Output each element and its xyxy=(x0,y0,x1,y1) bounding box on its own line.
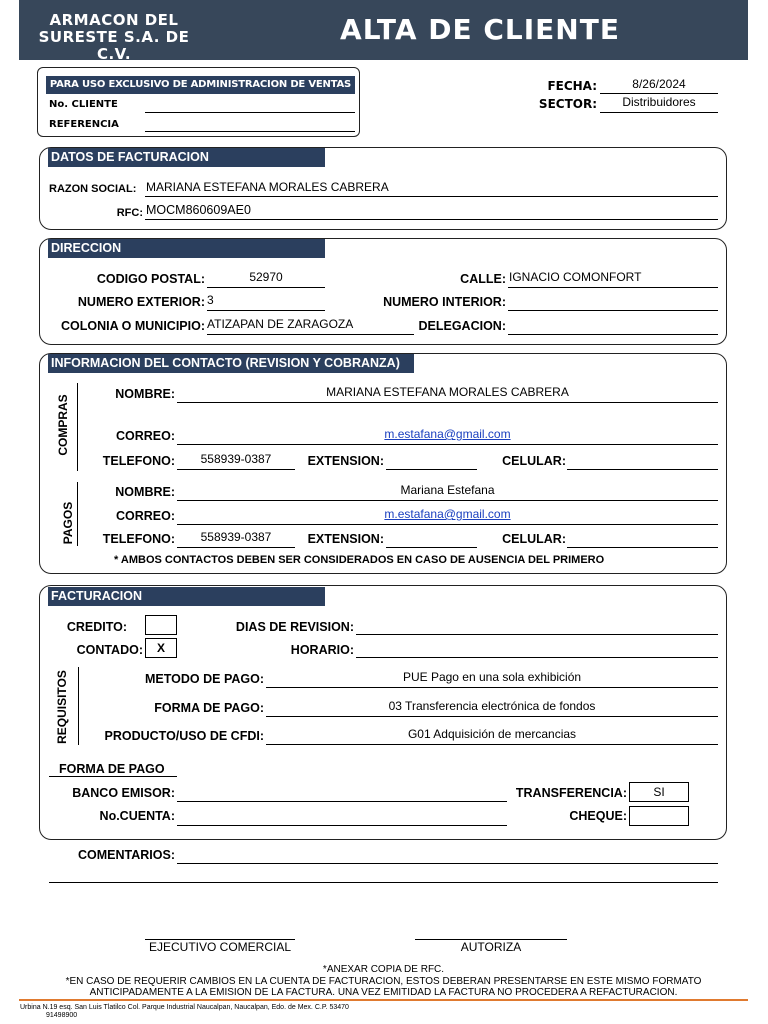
compras-nombre-value[interactable]: MARIANA ESTEFANA MORALES CABRERA xyxy=(326,385,569,399)
colonia-value[interactable]: ATIZAPAN DE ZARAGOZA xyxy=(207,317,354,331)
cheque-checkbox[interactable] xyxy=(629,806,689,826)
comentarios-label: COMENTARIOS: xyxy=(78,848,175,862)
contacto-heading: INFORMACION DEL CONTACTO (REVISION Y COBRANZA) xyxy=(48,354,414,373)
sector-value[interactable]: Distribuidores xyxy=(622,95,696,109)
pagos-side-label: PAGOS xyxy=(61,501,75,545)
pagos-celular-label: CELULAR: xyxy=(502,532,566,546)
codigo-postal-label: CODIGO POSTAL: xyxy=(96,272,205,286)
metodo-pago-label: METODO DE PAGO: xyxy=(145,672,264,686)
calle-label: CALLE: xyxy=(460,272,506,286)
rfc-value[interactable]: MOCM860609AE0 xyxy=(146,203,251,217)
company-line-2: SURESTE S.A. DE C.V. xyxy=(38,28,190,63)
credito-checkbox[interactable] xyxy=(145,615,177,635)
compras-nombre-label: NOMBRE: xyxy=(115,387,175,401)
compras-divider xyxy=(77,383,78,471)
compras-extension-field[interactable] xyxy=(386,469,477,470)
pagos-celular-field[interactable] xyxy=(567,547,718,548)
pagos-divider xyxy=(77,482,78,546)
compras-correo-label: CORREO: xyxy=(115,429,175,443)
comentarios-field-2[interactable] xyxy=(49,882,718,883)
comentarios-field[interactable] xyxy=(177,863,718,864)
compras-nombre-line xyxy=(177,402,718,403)
razon-social-label: RAZON SOCIAL: xyxy=(49,183,137,195)
no-cliente-label: No. CLIENTE xyxy=(49,99,118,110)
pagos-extension-field[interactable] xyxy=(386,547,477,548)
datos-facturacion-heading: DATOS DE FACTURACION xyxy=(48,148,325,167)
pagos-nombre-label: NOMBRE: xyxy=(115,485,175,499)
transferencia-checkbox[interactable]: SI xyxy=(629,782,689,802)
autoriza-label: AUTORIZA xyxy=(460,940,522,954)
contado-label: CONTADO: xyxy=(76,643,143,657)
compras-telefono-value[interactable]: 558939-0387 xyxy=(200,452,272,466)
horario-label: HORARIO: xyxy=(290,643,354,657)
compras-extension-label: EXTENSION: xyxy=(307,454,384,468)
pagos-telefono-line xyxy=(177,547,295,548)
cambios-note-line-2: ANTICIPADAMENTE A LA EMISION DE LA FACTURA. UNA VEZ EMITIDAD LA FACTURA NO PROCEDERA A REFACTURACION. xyxy=(89,987,678,998)
fecha-line xyxy=(600,93,718,94)
pagos-correo-link[interactable]: m.estafana@gmail.com xyxy=(384,507,511,521)
compras-celular-field[interactable] xyxy=(567,469,718,470)
calle-line xyxy=(508,287,718,288)
compras-correo-line xyxy=(177,444,718,445)
numero-exterior-label: NUMERO EXTERIOR: xyxy=(77,295,205,309)
no-cuenta-field[interactable] xyxy=(177,825,507,826)
no-cuenta-label: No.CUENTA: xyxy=(99,809,175,823)
razon-social-value[interactable]: MARIANA ESTEFANA MORALES CABRERA xyxy=(146,180,389,194)
colonia-label: COLONIA O MUNICIPIO: xyxy=(61,319,205,333)
razon-social-line xyxy=(145,196,718,197)
banco-emisor-field[interactable] xyxy=(177,801,507,802)
pagos-telefono-value[interactable]: 558939-0387 xyxy=(200,530,272,544)
dias-revision-label: DIAS DE REVISION: xyxy=(235,620,354,634)
direccion-heading: DIRECCION xyxy=(48,239,325,258)
pagos-extension-label: EXTENSION: xyxy=(307,532,384,546)
delegacion-label: DELEGACION: xyxy=(418,319,506,333)
codigo-postal-value[interactable]: 52970 xyxy=(249,270,283,284)
contactos-note: * AMBOS CONTACTOS DEBEN SER CONSIDERADOS EN CASO DE AUSENCIA DEL PRIMERO xyxy=(114,554,605,566)
numero-interior-label: NUMERO INTERIOR: xyxy=(383,295,506,309)
forma-pago-label: FORMA DE PAGO: xyxy=(154,701,264,715)
pagos-nombre-value[interactable]: Mariana Estefana xyxy=(400,483,495,497)
forma-pago-heading-underline xyxy=(49,776,177,777)
company-name xyxy=(19,12,209,63)
forma-pago-heading: FORMA DE PAGO xyxy=(59,762,165,776)
compras-telefono-line xyxy=(177,469,295,470)
compras-side-label: COMPRAS xyxy=(56,394,70,456)
contado-checkbox[interactable]: X xyxy=(145,638,177,658)
numero-exterior-value[interactable]: 3 xyxy=(207,293,214,307)
transferencia-label: TRANSFERENCIA: xyxy=(515,786,627,800)
compras-celular-label: CELULAR: xyxy=(502,454,566,468)
sector-line xyxy=(600,112,718,113)
dias-revision-field[interactable] xyxy=(356,634,718,635)
company-line-1: ARMACON DEL xyxy=(49,11,179,29)
cheque-label: CHEQUE: xyxy=(569,809,627,823)
delegacion-field[interactable] xyxy=(508,334,718,335)
compras-telefono-label: TELEFONO: xyxy=(102,454,175,468)
sector-label: SECTOR: xyxy=(538,97,597,111)
banco-emisor-label: BANCO EMISOR: xyxy=(72,786,175,800)
cambios-note-line-1: *EN CASO DE REQUERIR CAMBIOS EN LA CUENTA DE FACTURACION, ESTOS DEBERAN PRESENTARSE EN ESTE MISMO FORMATO xyxy=(65,976,702,987)
anexar-note: *ANEXAR COPIA DE RFC. xyxy=(322,964,445,975)
cfdi-label: PRODUCTO/USO DE CFDI: xyxy=(104,729,264,743)
admin-banner: PARA USO EXCLUSIVO DE ADMINISTRACION DE VENTAS xyxy=(46,76,355,94)
ejecutivo-label: EJECUTIVO COMERCIAL xyxy=(148,940,292,954)
rfc-line xyxy=(145,219,718,220)
codigo-postal-line xyxy=(207,287,325,288)
rfc-label: RFC: xyxy=(116,207,143,219)
cfdi-line xyxy=(266,744,718,745)
pagos-correo-label: CORREO: xyxy=(115,509,175,523)
no-cliente-field[interactable] xyxy=(145,112,355,113)
forma-pago-value[interactable]: 03 Transferencia electrónica de fondos xyxy=(388,699,596,713)
credito-label: CREDITO: xyxy=(66,620,127,634)
fecha-value[interactable]: 8/26/2024 xyxy=(632,77,686,91)
referencia-field[interactable] xyxy=(145,131,355,132)
requisitos-side-label: REQUISITOS xyxy=(55,670,69,744)
metodo-pago-value[interactable]: PUE Pago en una sola exhibición xyxy=(402,670,582,684)
referencia-label: REFERENCIA xyxy=(49,119,119,130)
numero-interior-field[interactable] xyxy=(508,310,718,311)
pagos-telefono-label: TELEFONO: xyxy=(102,532,175,546)
pagos-nombre-line xyxy=(177,500,718,501)
page-title: ALTA DE CLIENTE xyxy=(340,13,620,46)
metodo-pago-line xyxy=(266,687,718,688)
footer-address: Urbina N.19 esq. San Luis Tlatilco Col. Parque Industrial Naucalpan, Naucalpan, Edo. de Mex. C.P. 53470 xyxy=(20,1004,349,1011)
fecha-label: FECHA: xyxy=(547,79,597,93)
footer-phone: 91498900 xyxy=(46,1012,78,1019)
calle-value[interactable]: IGNACIO COMONFORT xyxy=(509,270,642,284)
horario-field[interactable] xyxy=(356,657,718,658)
footer-divider xyxy=(19,999,748,1001)
compras-correo-link[interactable]: m.estafana@gmail.com xyxy=(384,427,511,441)
forma-pago-line xyxy=(266,716,718,717)
facturacion-heading: FACTURACION xyxy=(48,587,325,606)
cfdi-value[interactable]: G01 Adquisición de mercancias xyxy=(407,727,577,741)
pagos-correo-line xyxy=(177,524,718,525)
numero-exterior-line xyxy=(207,310,325,311)
colonia-line xyxy=(207,334,414,335)
